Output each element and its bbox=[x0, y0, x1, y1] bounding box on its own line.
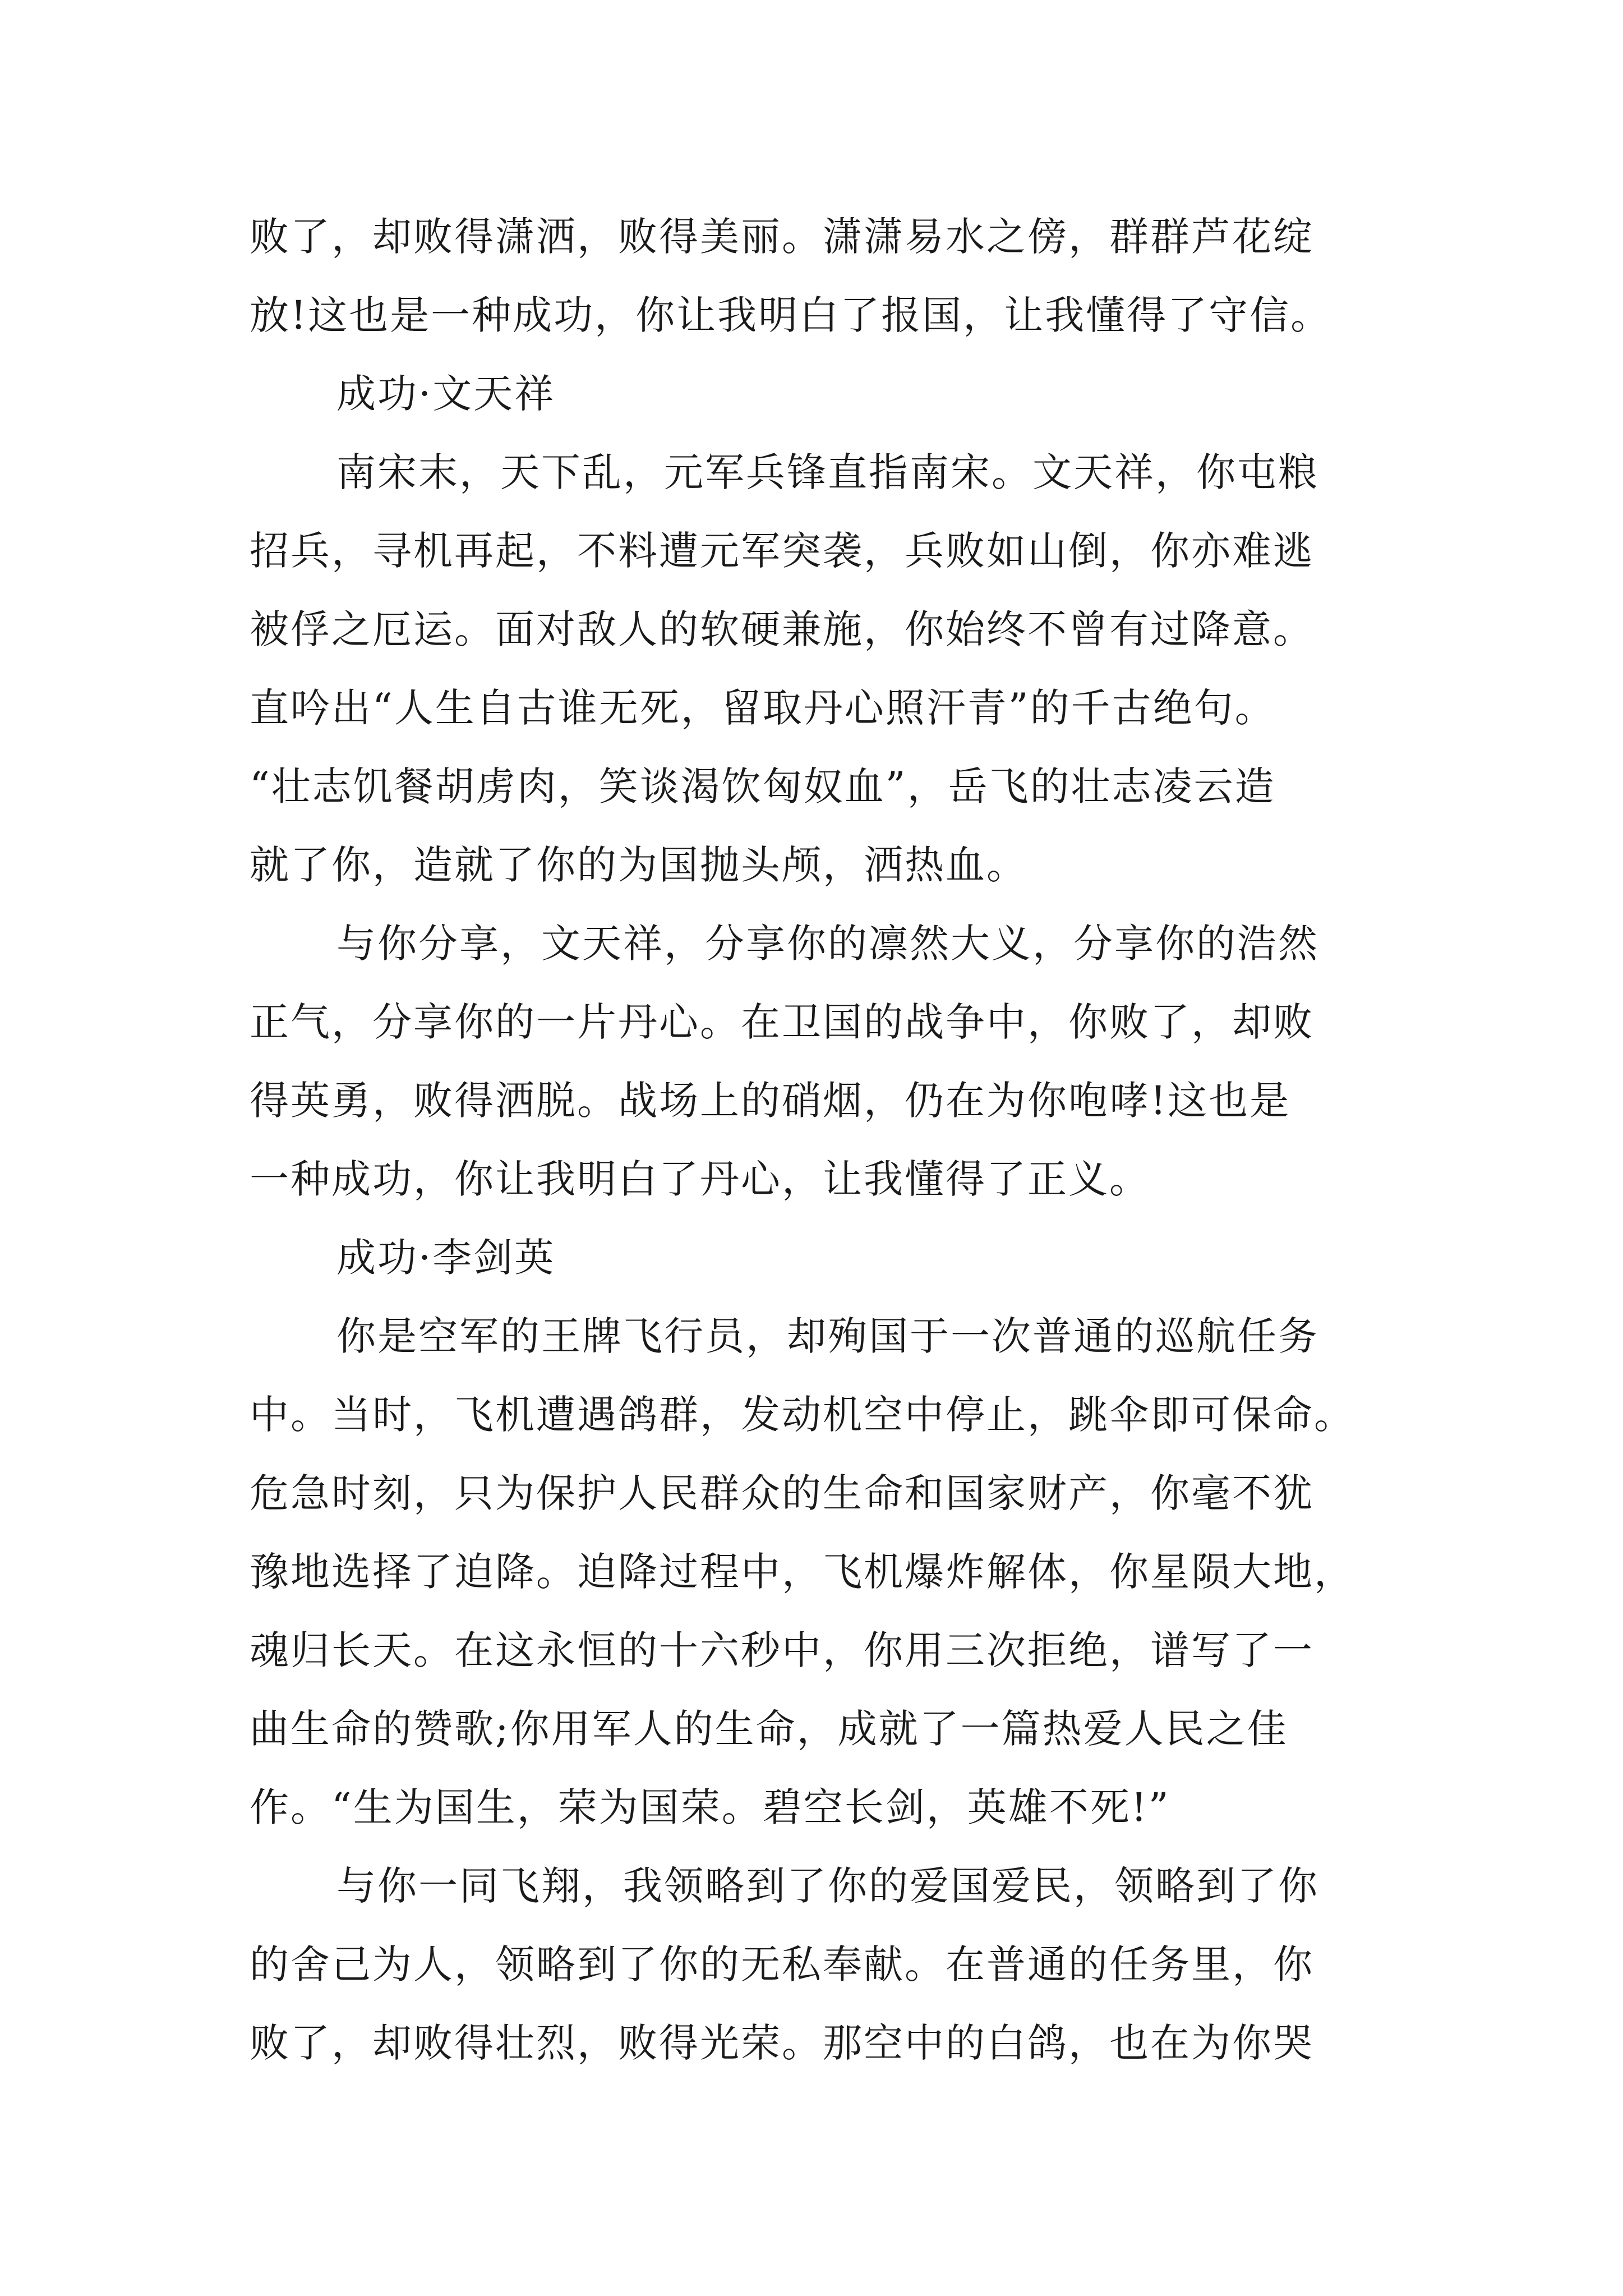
text-line: 南宋末，天下乱，元军兵锋直指南宋。文天祥，你屯粮 bbox=[336, 449, 1319, 495]
text-line: 招兵，寻机再起，不料遭元军突袭，兵败如山倒，你亦难逃 bbox=[250, 528, 1314, 574]
text-line: 败了，却败得潇洒，败得美丽。潇潇易水之傍，群群芦花绽 bbox=[250, 214, 1314, 260]
section-heading-wen-tianxiang: 成功·文天祥 bbox=[336, 371, 556, 417]
text-line: 中。当时，飞机遭遇鸽群，发动机空中停止，跳伞即可保命。 bbox=[250, 1392, 1355, 1438]
text-line: 曲生命的赞歌;你用军人的生命，成就了一篇热爱人民之佳 bbox=[250, 1706, 1288, 1752]
text-line: 直吟出“人生自古谁无死，留取丹心照汗青”的千古绝句。 bbox=[250, 685, 1276, 731]
text-line: “壮志饥餐胡虏肉，笑谈渴饮匈奴血”，岳飞的壮志凌云造 bbox=[250, 763, 1276, 809]
text-line: 就了你，造就了你的为国抛头颅，洒热血。 bbox=[250, 842, 1027, 888]
text-line: 你是空军的王牌飞行员，却殉国于一次普通的巡航任务 bbox=[336, 1313, 1319, 1359]
text-line: 危急时刻，只为保护人民群众的生命和国家财产，你毫不犹 bbox=[250, 1470, 1314, 1516]
text-line: 败了，却败得壮烈，败得光荣。那空中的白鸽，也在为你哭 bbox=[250, 2020, 1314, 2066]
text-line: 魂归长天。在这永恒的十六秒中，你用三次拒绝，谱写了一 bbox=[250, 1627, 1314, 1673]
text-line: 豫地选择了迫降。迫降过程中，飞机爆炸解体，你星陨大地， bbox=[250, 1549, 1355, 1595]
text-line: 正气，分享你的一片丹心。在卫国的战争中，你败了，却败 bbox=[250, 999, 1314, 1045]
text-line: 被俘之厄运。面对敌人的软硬兼施，你始终不曾有过降意。 bbox=[250, 606, 1314, 652]
text-line: 得英勇，败得洒脱。战场上的硝烟，仍在为你咆哮!这也是 bbox=[250, 1078, 1291, 1124]
text-line: 的舍己为人，领略到了你的无私奉献。在普通的任务里，你 bbox=[250, 1941, 1314, 1987]
section-heading-li-jianying: 成功·李剑英 bbox=[336, 1235, 556, 1281]
text-line: 一种成功，你让我明白了丹心，让我懂得了正义。 bbox=[250, 1156, 1150, 1202]
text-line: 作。“生为国生，荣为国荣。碧空长剑，英雄不死!” bbox=[250, 1784, 1170, 1830]
text-line: 与你分享，文天祥，分享你的凛然大义，分享你的浩然 bbox=[336, 921, 1319, 967]
text-line: 放!这也是一种成功，你让我明白了报国，让我懂得了守信。 bbox=[250, 292, 1332, 338]
text-line: 与你一同飞翔，我领略到了你的爱国爱民，领略到了你 bbox=[336, 1863, 1319, 1909]
